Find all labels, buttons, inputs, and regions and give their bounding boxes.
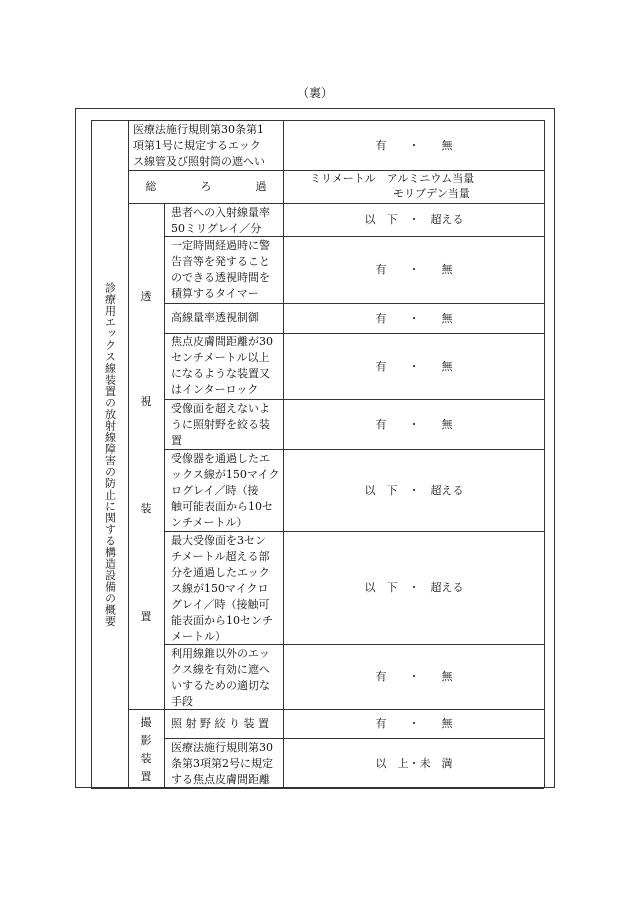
fluoroscopy-item-label: 焦点皮膚間距離が30 センチメートル以上 になるような装置又 はインターロック [171,335,273,396]
fluoroscopy-item-label: 一定時間経過時に警 告音等を発すること のできる透視時間を 積算するタイマー [171,239,270,300]
fluoroscopy-item-answer[interactable]: 有 ・ 無 [375,263,453,276]
radiography-item-answer[interactable]: 以 上・未 満 [375,756,453,770]
fluoroscopy-label-char: 装 [140,502,152,515]
fluoroscopy-item-answer[interactable]: 有 ・ 無 [375,311,453,325]
fluoroscopy-item-answer[interactable]: 有 ・ 無 [375,670,453,683]
radiography-label-char: 装 [140,752,152,765]
radiography-item-label: 医療法施行規則第30 条第3項第2号に規定 する焦点皮膚間距離 [171,741,273,786]
fluoroscopy-item-answer[interactable]: 以 下 ・ 超える [364,581,464,594]
radiography-item-answer[interactable]: 有 ・ 無 [375,717,453,730]
fluoroscopy-item-answer[interactable]: 以 下 ・ 超える [364,483,464,497]
filtration-unit-aluminium[interactable]: ミリメートル アルミニウム当量 [310,172,475,185]
fluoroscopy-label-char: 置 [140,610,152,623]
fluoroscopy-item-label: 受像面を超えないよ うに照射野を絞る装 置 [171,402,270,447]
fluoroscopy-item-label: 利用線錐以外のエッ クス線を有効に遮へ いするための適切な 手段 [171,647,270,708]
radiography-label-char: 影 [140,734,152,747]
radiography-label-char: 置 [140,770,152,783]
fluoroscopy-item-answer[interactable]: 以 下 ・ 超える [364,213,464,226]
filtration-unit-molybdenum[interactable]: モリブデン当量 [393,187,470,200]
fluoroscopy-item-label: 高線量率透視制御 [171,311,259,324]
fluoroscopy-item-label: 受像器を通過したエ ックス線が150マイク ログレイ／時（接 触可能表面から10セ ンチメートル） [171,452,280,529]
fluoroscopy-label-char: 視 [140,395,152,408]
grid-line [91,788,544,789]
radiography-label-char: 撮 [140,716,152,729]
fluoroscopy-item-answer[interactable]: 有 ・ 無 [375,417,453,431]
fluoroscopy-item-label: 患者への入射線量率 50ミリグレイ／分 [171,206,270,235]
grid-line [128,120,129,788]
side-heading: 診療用エックス線装置の放射線障害の防止に関する構造設備の概要 [103,281,117,627]
radiography-item-label: 照 射 野 絞 り 装 置 [171,717,269,730]
shielding-label: 医療法施行規則第30条第1 項第1号に規定するエック ス線管及び照射筒の遮へい [133,123,265,168]
grid-line [544,120,545,788]
fluoroscopy-label-char: 透 [140,290,152,303]
fluoroscopy-item-answer[interactable]: 有 ・ 無 [375,359,453,373]
fluoroscopy-item-label: 最大受像面を3セン チメートル超える部 分を通過したエック ス線が150マイクロ グレイ／時（接触可 能表面から10センチ メートル） [171,534,273,643]
page-heading: （裏） [296,86,333,100]
shielding-answer[interactable]: 有 ・ 無 [375,138,453,152]
filtration-label: 総 ろ 過 [145,180,267,193]
